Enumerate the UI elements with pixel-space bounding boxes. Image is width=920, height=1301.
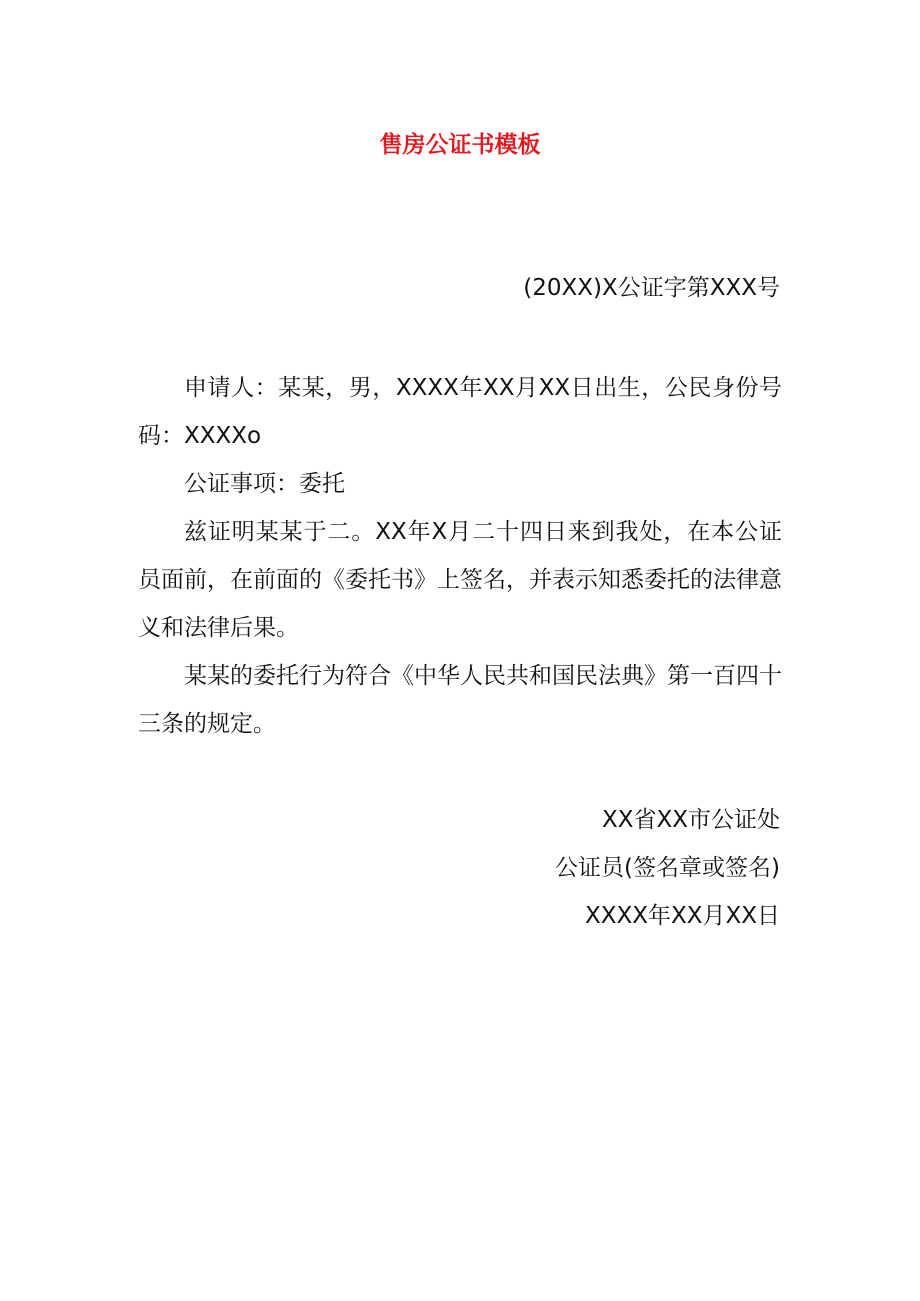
notary-office: XX省XX市公证处 [601,807,780,833]
document-title: 售房公证书模板 [379,132,541,158]
notary-signature: 公证员(签名章或签名) [555,855,780,881]
matter-paragraph: 公证事项：委托 [184,471,345,497]
certification-paragraph: 兹证明某某于二。XX年X月二十四日来到我处，在本公证员面前，在前面的《委托书》上签名，并表示知悉委托的法律意义和法律后果。 [138,519,782,641]
signature-block [555,796,780,940]
legal-basis-paragraph: 某某的委托行为符合《中华人民共和国民法典》第一百四十三条的规定。 [138,663,782,737]
document-number: (20XX)X公证字第XXX号 [523,275,780,301]
document-body [138,364,782,748]
applicant-paragraph: 申请人：某某，男，XXXX年XX月XX日出生，公民身份号码：XXXXo [138,375,782,449]
signature-date: XXXX年XX月XX日 [584,903,780,929]
